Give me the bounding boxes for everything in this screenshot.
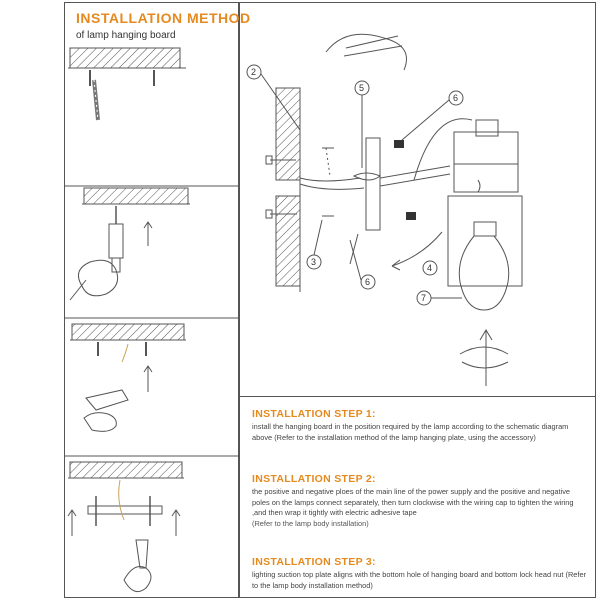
lamp-exploded-diagram: [266, 34, 522, 386]
callout-4-label: 4: [427, 263, 433, 273]
callout-6b: [350, 240, 375, 289]
callout-3-label: 3: [311, 257, 317, 267]
left-step-board-mount: [68, 462, 184, 592]
step-2-title: INSTALLATION STEP 2:: [252, 473, 376, 485]
callout-4: [423, 261, 437, 275]
step-3-body: lighting suction top plate aligns with the bottom hole of hanging board and bottom lock head nut (Refer to the lamp body installation method): [252, 570, 587, 590]
callout-3: [307, 220, 322, 269]
left-step-anchors: [70, 324, 186, 431]
step-3-title: INSTALLATION STEP 3:: [252, 556, 376, 568]
page-title: INSTALLATION METHOD: [76, 10, 251, 26]
page-subtitle: of lamp hanging board: [76, 30, 176, 41]
step-3-text: [252, 570, 587, 591]
step-2-text: [252, 487, 587, 529]
left-step-drill: [70, 188, 190, 300]
callout-5a-label: 5: [359, 83, 365, 93]
step-2-body: the positive and negative ploes of the main line of the power supply and the positive and negative poles on the lamps connect separately, then turn clockwise with the wiring cap to tighten the wiring ,and then wrap it tightly with electric adhesive tape: [252, 487, 574, 518]
callout-2-label: 2: [251, 67, 257, 77]
left-step-ceiling-screws: [68, 48, 186, 120]
callout-6a-label: 6: [453, 93, 459, 103]
callout-5a: [355, 81, 369, 168]
step-1-body: install the hanging board in the position required by the lamp according to the schematic diagram above (Refer to the installation method of the lamp hanging plate, using the accessory): [252, 422, 569, 442]
step-2-note: (Refer to the lamp body installation): [252, 518, 369, 528]
callout-6b-label: 6: [365, 277, 371, 287]
step-1-title: INSTALLATION STEP 1:: [252, 408, 376, 420]
step-1-text: [252, 422, 587, 443]
callout-7-label: 7: [421, 293, 427, 303]
callout-7: [417, 291, 462, 305]
